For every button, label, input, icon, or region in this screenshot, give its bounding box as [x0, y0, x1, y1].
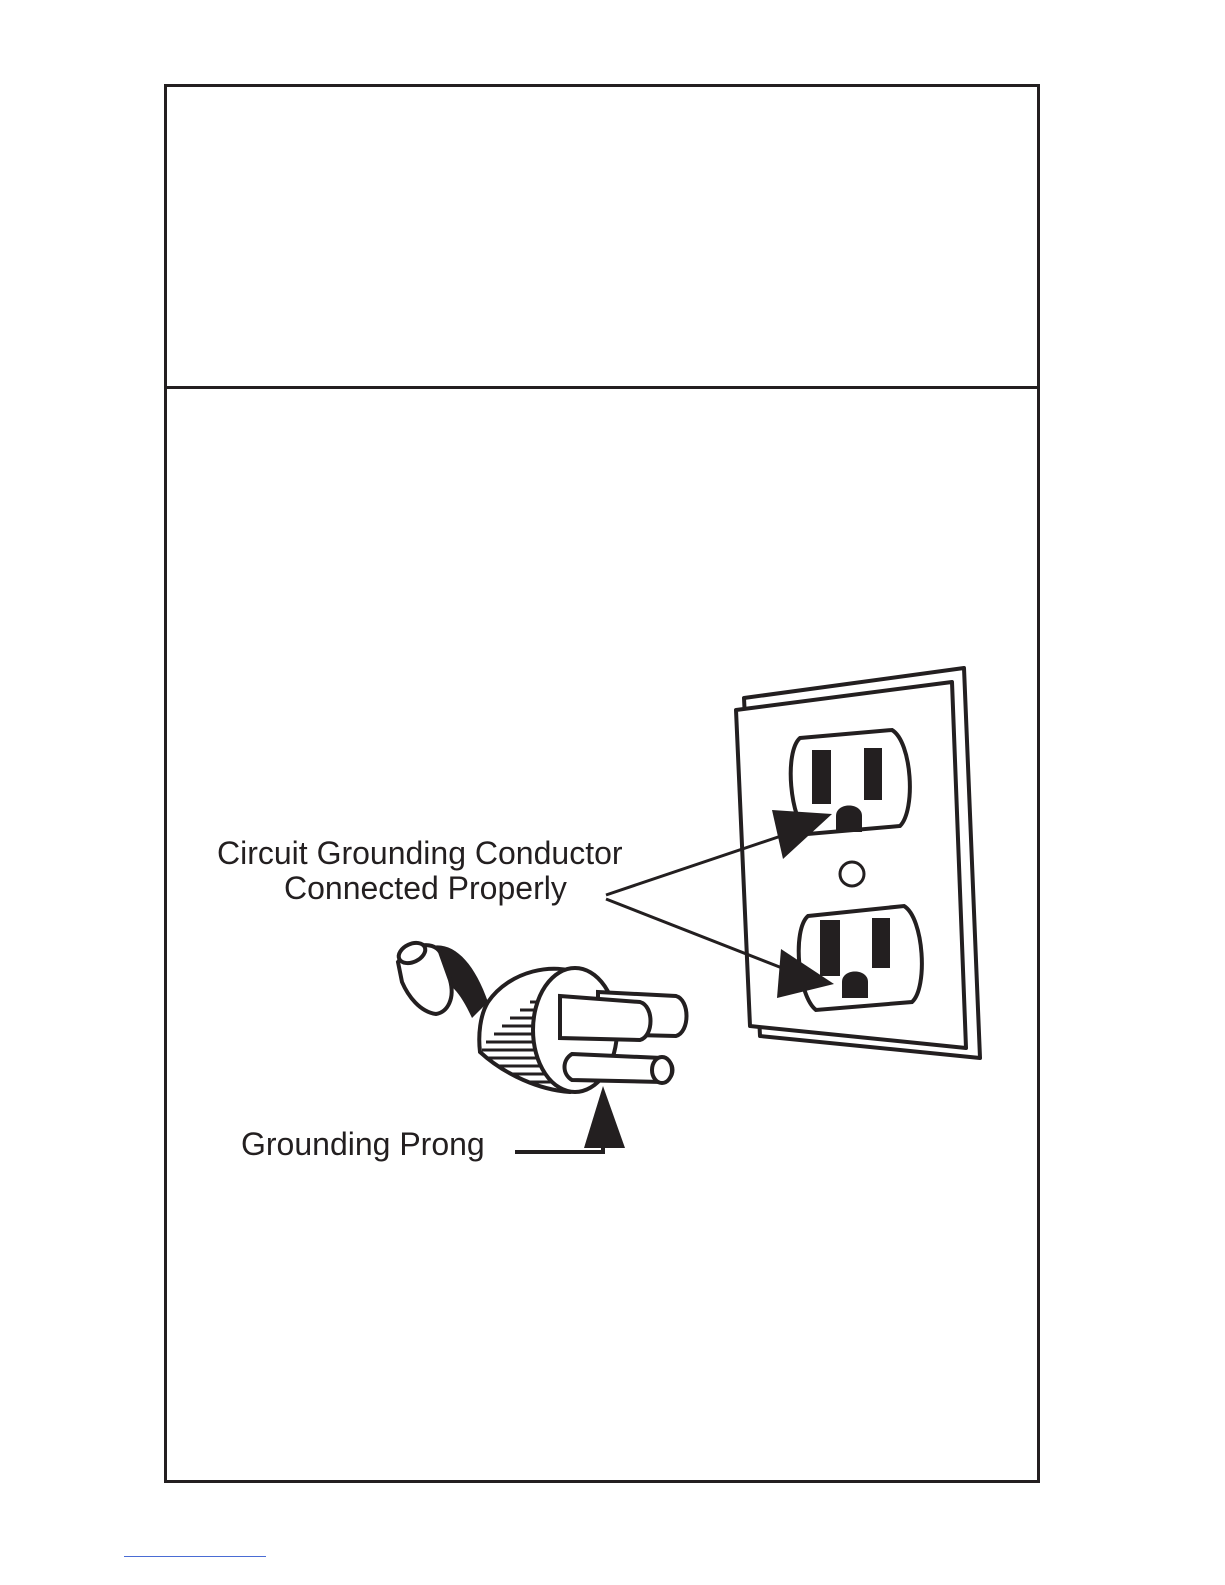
prong-callout [515, 1086, 625, 1152]
three-prong-plug-icon [396, 939, 687, 1092]
grounding-prong-label: Grounding Prong [241, 1126, 485, 1162]
circuit-grounding-label-line2: Connected Properly [284, 870, 567, 906]
lower-receptacle [799, 906, 922, 1010]
footer-link-underline[interactable] [124, 1556, 266, 1557]
wall-outlet-icon [736, 668, 980, 1058]
circuit-grounding-label-line1: Circuit Grounding Conductor [217, 835, 623, 871]
arrow-icon [584, 1086, 625, 1148]
